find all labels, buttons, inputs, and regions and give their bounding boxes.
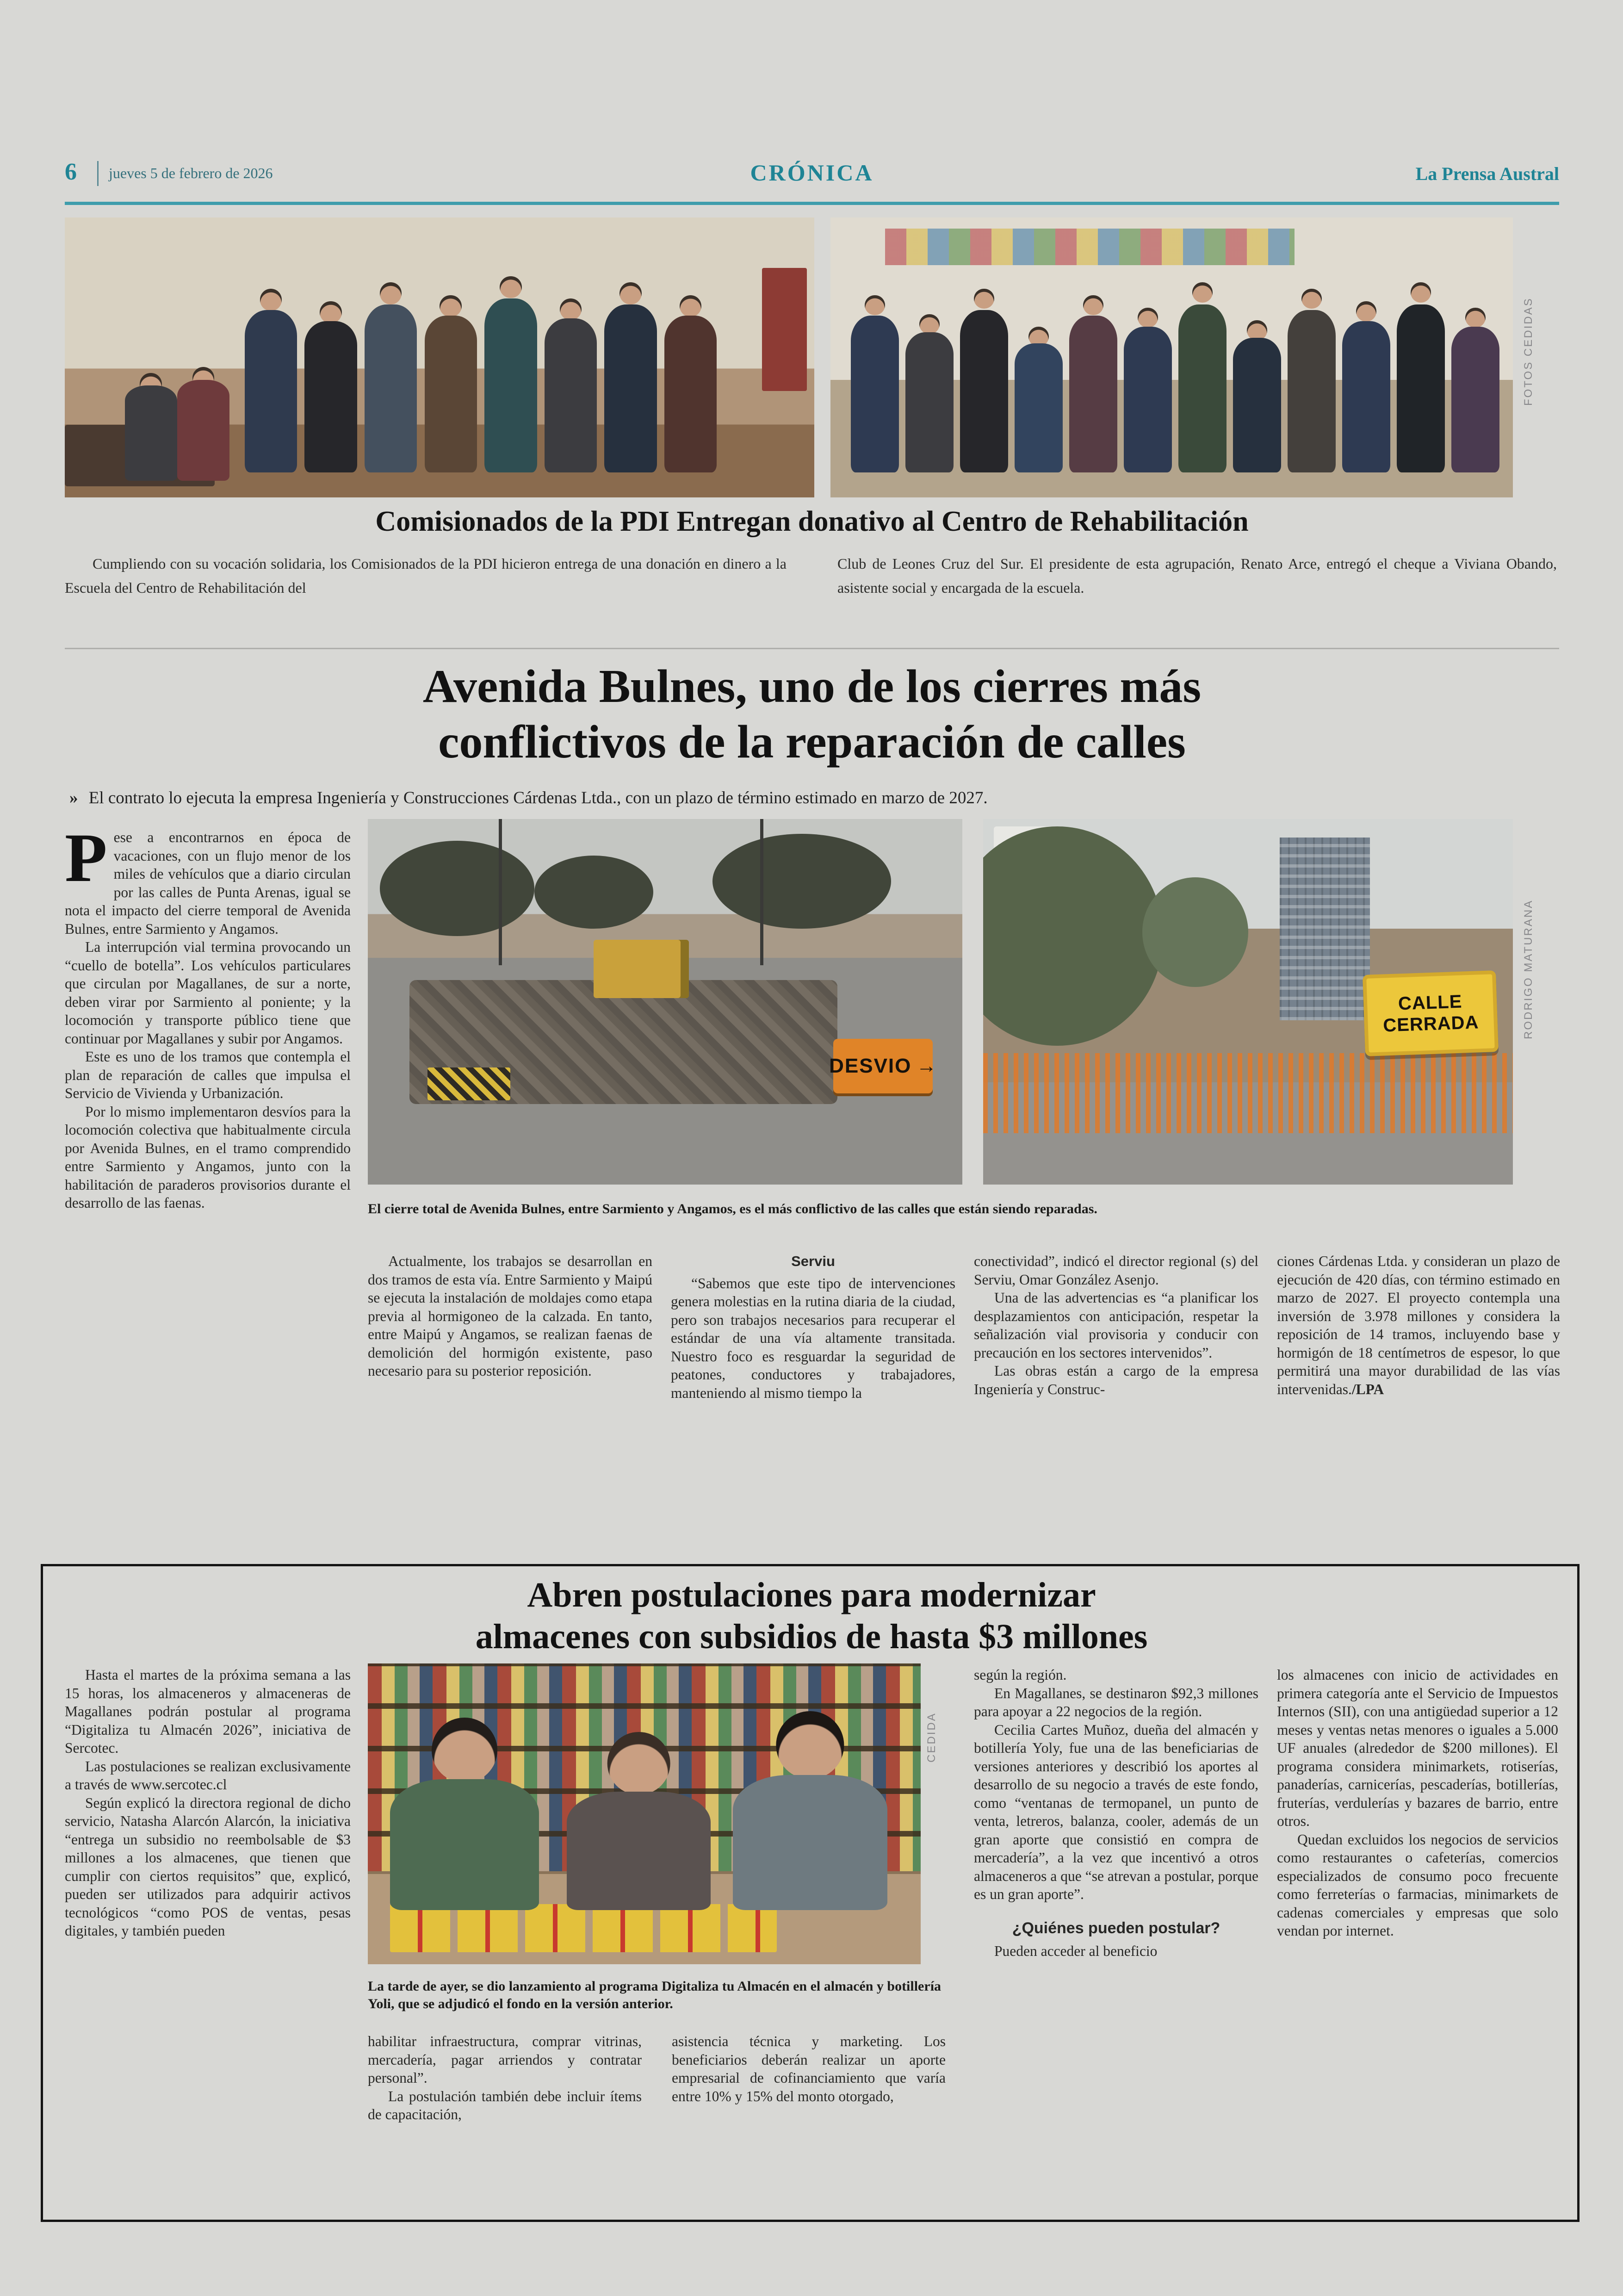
almacen-col1	[65, 1666, 351, 1940]
product-boxes	[390, 1904, 777, 1952]
person-figure	[390, 1718, 539, 1910]
arrow-right-icon: →	[916, 1055, 937, 1077]
person-figure	[177, 380, 229, 481]
pdi-photo-right	[830, 217, 1513, 497]
person-torso	[390, 1779, 539, 1910]
person-figure	[1233, 338, 1281, 472]
person-figure	[1069, 316, 1117, 472]
pdi-headline: Comisionados de la PDI Entregan donativo al Centro de Rehabilitación	[375, 506, 1249, 537]
paragraph: La interrupción vial termina provocando un “cuello de botella”. Los vehículos particulares que circulan por Magallanes, de sur a norte, deben virar por Sarmiento al poniente; y la locomoción y transporte público tiene que continuar por Magallanes y subir por Angamos.	[65, 939, 351, 1047]
paragraph: Según explicó la directora regional de dicho servicio, Natasha Alarcón Alarcón, la iniciativa “entrega un subsidio no reembolsable de $3 millones a los almacenes, que tienen que cumplir con ciertos requisitos” que, explicó, pueden ser utilizados para adquirir activos tecnológicos “como POS de ventas, pesas digitales, y también pueden	[65, 1794, 351, 1939]
paragraph-text: ciones Cárdenas Ltda. y consideran un plazo de ejecución de 420 días, con término estimado en marzo de 2027. El proyecto contempla una inversión de 3.978 millones y considera la reposición de 14 tramos, incluyendo base y hormigón de 18 centímetros de espesor, lo que permitirá una mayor durabilidad de las vías intervenidas.	[1277, 1253, 1560, 1397]
photo-credit: RODRIGO MATURANA	[1522, 899, 1535, 1040]
drop-cap: P	[65, 819, 107, 896]
person-figure	[484, 298, 537, 472]
paragraph: Las postulaciones se realizan exclusivamente a través de www.sercotec.cl	[65, 1758, 351, 1793]
tree	[534, 856, 653, 929]
paragraph-text: ese a encontrarnos en época de vacaciones, con un flujo menor de los miles de vehículos que a diario circulan por las calles de Punta Arenas, igual se nota el impacto del cierre temporal de Avenida Bulnes, entre Sarmiento y Angamos.	[65, 829, 351, 937]
person-torso	[567, 1792, 711, 1910]
bulnes-deck	[69, 788, 1555, 809]
person-figure	[664, 316, 717, 472]
photo-credit: CEDIDA	[925, 1712, 938, 1763]
paragraph: habilitar infraestructura, comprar vitrinas, mercadería, pagar arriendos y contratar personal”.	[368, 2033, 642, 2086]
desvio-sign	[829, 1039, 937, 1093]
person-figure	[1015, 343, 1062, 472]
utility-pole	[499, 819, 502, 965]
headline-line2: almacenes con subsidios de hasta $3 millones	[475, 1617, 1148, 1656]
deck-marker-icon: »	[69, 788, 78, 807]
person-figure	[604, 304, 657, 472]
bulnes-caption: El cierre total de Avenida Bulnes, entre Sarmiento y Angamos, es el más conflictivo de las calles que están siendo reparadas.	[368, 1201, 1097, 1216]
person-figure	[1342, 321, 1390, 472]
almacen-photo	[368, 1663, 921, 1964]
headline-line2: conflictivos de la reparación de calles	[438, 716, 1186, 768]
paragraph: Pueden acceder al beneficio	[994, 1943, 1158, 1959]
tree	[380, 841, 534, 936]
person-head	[776, 1711, 844, 1779]
bulnes-col1	[65, 819, 351, 1212]
bulnes-col5	[1277, 1252, 1560, 1398]
almacen-col2	[368, 2032, 642, 2124]
desvio-sign-label: DESVIO	[829, 1054, 912, 1077]
almacen-col5	[1277, 1666, 1558, 1940]
header-rule	[65, 202, 1559, 205]
paragraph: Una de las advertencias es “a planificar los desplazamientos con anticipación, respetar la señalización vial provisoria y conducir con precaución en los sectores intervenidos”.	[974, 1290, 1258, 1361]
person-figure	[304, 321, 357, 472]
bulnes-col4	[974, 1252, 1258, 1398]
person-figure	[245, 310, 297, 472]
subhead-serviu: Serviu	[791, 1253, 835, 1269]
paragraph: Las obras están a cargo de la empresa Ingeniería y Construc-	[974, 1363, 1258, 1397]
pdi-lead-col1: Cumpliendo con su vocación solidaria, los Comisionados de la PDI hicieron entrega de una donación en dinero a la Escuela del Centro de Rehabilitación del	[65, 555, 787, 596]
paragraph: La postulación también debe incluir ítems de capacitación,	[368, 2088, 642, 2122]
story-signoff: /LPA	[1351, 1381, 1384, 1397]
person-figure	[425, 316, 477, 472]
edition-date: jueves 5 de febrero de 2026	[109, 165, 273, 181]
section-divider	[65, 648, 1559, 649]
paragraph: según la región.	[974, 1667, 1067, 1683]
person-figure	[905, 332, 953, 472]
tree	[1142, 877, 1248, 987]
bulnes-photo-left	[368, 819, 962, 1185]
paragraph: Por lo mismo implementaron desvíos para la locomoción colectiva que habitualmente circula por Avenida Bulnes, en el tramo comprendido entre Sarmiento y Angamos, junto con la habilitación de paraderos provisorios durante el desarrollo de las faenas.	[65, 1103, 351, 1211]
person-figure	[125, 385, 177, 481]
page-number: 6	[65, 159, 77, 185]
headline-line1: Avenida Bulnes, uno de los cierres más	[422, 660, 1202, 713]
headline-line1: Abren postulaciones para modernizar	[527, 1576, 1096, 1614]
paragraph: conectividad”, indicó el director regional (s) del Serviu, Omar González Asenjo.	[974, 1253, 1258, 1288]
bulnes-headline	[111, 659, 1513, 770]
safety-fence	[983, 1053, 1513, 1134]
person-figure	[1397, 304, 1444, 472]
person-figure	[960, 310, 1008, 472]
paragraph: “Sabemos que este tipo de intervenciones genera molestias en la rutina diaria de la ciudad, pero son trabajos necesarios para recuperar el estándar de una vía altamente transitada. Nuestro foco es resguardar la seguridad de peatones, conductores y trabajadores, manteniendo al mismo tiempo la	[671, 1275, 955, 1401]
paragraph	[1277, 1252, 1560, 1398]
person-figure	[1178, 304, 1226, 472]
bulnes-photo-right	[983, 819, 1513, 1185]
pdi-photo-left	[65, 217, 814, 497]
bulnes-col2	[368, 1252, 652, 1380]
person-figure	[567, 1736, 711, 1910]
paragraph: los almacenes con inicio de actividades en primera categoría ante el Servicio de Impuestos Internos (SII), con una antigüedad superior a 12 meses y ventas netas menores o iguales a 5.000 UF anuales (alrededor de $200 millones). El programa considera minimarkets, rotiserías, panaderías, carnicerías, pescaderías, botillerías, fruterías, verdulerías y bazares de barrio, entre otros.	[1277, 1667, 1558, 1829]
almacen-col4	[974, 1666, 1258, 1961]
person-figure	[1124, 327, 1171, 472]
subhead-quienes-pueden-postular: ¿Quiénes pueden postular?	[1012, 1919, 1220, 1937]
tree	[983, 826, 1163, 1046]
person-head	[607, 1732, 670, 1795]
person-figure	[545, 318, 597, 472]
paragraph: Hasta el martes de la próxima semana a las 15 horas, los almaceneros y almaceneras de Magallanes podrán postular al programa “Digitaliza tu Almacén 2026”, iniciativa de Sercotec.	[65, 1667, 351, 1756]
person-figure	[851, 316, 898, 472]
paragraph	[65, 819, 351, 938]
paragraph: Este es uno de los tramos que contempla el plan de reparación de calles que impulsa el Servicio de Vivienda y Urbanización.	[65, 1049, 351, 1101]
person-figure	[1451, 327, 1499, 472]
page-header	[65, 158, 1559, 195]
pdi-lead-col2: Club de Leones Cruz del Sur. El presidente de esta agrupación, Renato Arce, entregó el cheque a Viviana Obando, asistente social y encargada de la escuela.	[837, 555, 1557, 596]
bulnes-col3	[671, 1252, 955, 1402]
header-divider	[97, 161, 99, 186]
wall-decoration	[885, 229, 1295, 265]
deck-text: El contrato lo ejecuta la empresa Ingeniería y Construcciones Cárdenas Ltda., con un plazo de término estimado en marzo de 2027.	[88, 788, 988, 807]
almacen-headline	[139, 1574, 1484, 1657]
utility-pole	[760, 819, 763, 965]
calle-cerrada-label: CALLE CERRADA	[1382, 991, 1479, 1036]
person-figure	[1288, 310, 1335, 472]
banner	[762, 268, 807, 391]
almacen-col3	[672, 2032, 946, 2105]
paragraph: asistencia técnica y marketing. Los beneficiarios deberán realizar un aporte empresarial de cofinanciamiento que varía entre 10% y 15% del monto otorgado,	[672, 2033, 946, 2104]
person-torso	[733, 1775, 888, 1910]
person-figure	[365, 304, 417, 472]
high-rise-building	[1280, 838, 1370, 1020]
almacen-caption: La tarde de ayer, se dio lanzamiento al programa Digitaliza tu Almacén en el almacén y botillería Yoli, que se adjudicó el fondo en la versión anterior.	[368, 1979, 942, 2011]
excavator	[594, 940, 689, 998]
paragraph: Actualmente, los trabajos se desarrollan en dos tramos de esta vía. Entre Sarmiento y Maipú se ejecuta la instalación de moldajes como etapa previa al hormigoneo de la calzada. En tanto, entre Maipú y Angamos, se realizan faenas de demolición del hormigón existente, paso necesario para su posterior reposición.	[368, 1253, 652, 1379]
tree	[712, 834, 891, 929]
person-figure	[733, 1712, 888, 1910]
paragraph: Quedan excluidos los negocios de servicios como restaurantes o cafeterías, comercios especializados de consumo poco frecuente como ferreterías o farmacias, minimarkets de cadenas comerciales y empresas que solo vendan por internet.	[1277, 1831, 1558, 1939]
barricade	[427, 1067, 511, 1100]
paragraph: Cecilia Cartes Muñoz, dueña del almacén y botillería Yoly, fue una de las beneficiarias de versiones anteriores y describió los aportes al desarrollo de su negocio a través de este fondo, como “ventanas de termopanel, un punto de venta, letreros, balanza, cooler, además de un gran aporte que consistió en compra de mercadería”, a la vez que incentivó a otros almaceneros a que “se atrevan a postular, porque es un gran aporte”.	[974, 1721, 1258, 1902]
calle-cerrada-sign	[1363, 970, 1499, 1056]
person-head	[432, 1718, 497, 1783]
section-title: CRÓNICA	[750, 160, 874, 186]
newspaper-brand: La Prensa Austral	[1415, 163, 1559, 184]
paragraph: En Magallanes, se destinaron $92,3 millones para apoyar a 22 negocios de la región.	[974, 1685, 1258, 1719]
photo-credit: FOTOS CEDIDAS	[1522, 297, 1535, 406]
